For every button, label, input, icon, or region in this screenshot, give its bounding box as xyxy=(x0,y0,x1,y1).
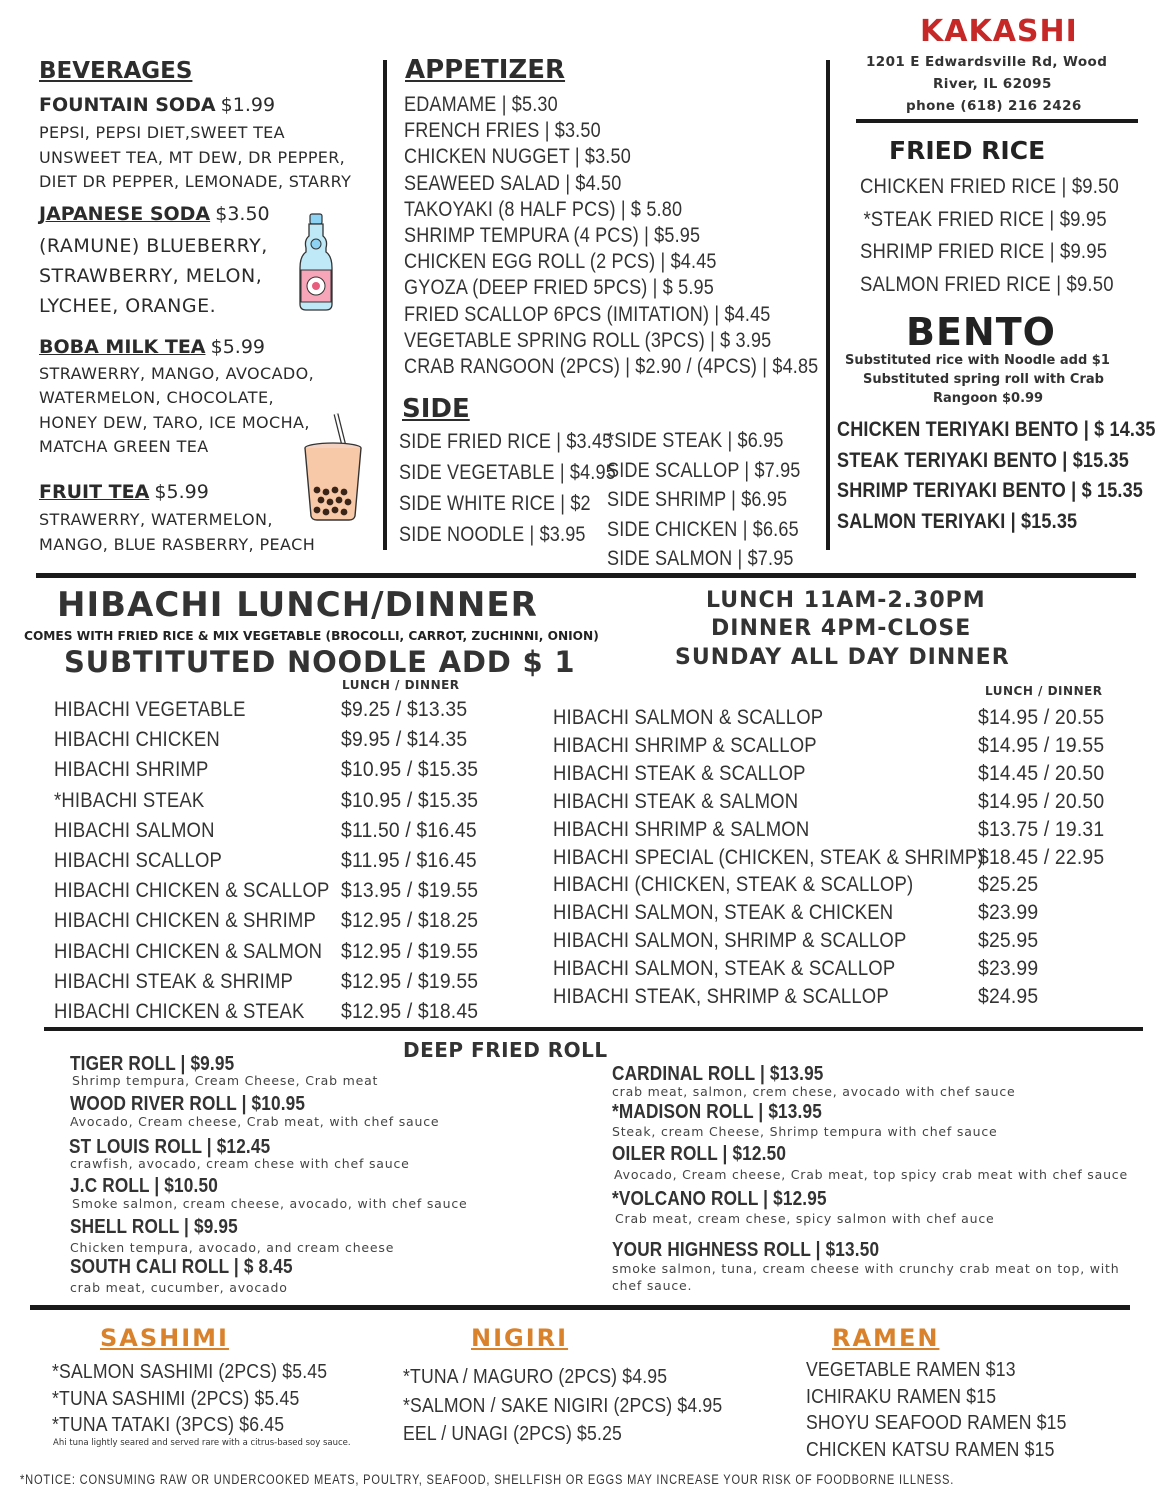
hibachi-comes-with: COMES WITH FRIED RICE & MIX VEGETABLE (BROCOLLI, CARROT, ZUCHINNI, ONION) xyxy=(24,629,599,643)
roll-name: OILER ROLL | $12.50 xyxy=(612,1143,787,1165)
beverages-title: BEVERAGES xyxy=(39,58,193,84)
nigiri-title: NIGIRI xyxy=(471,1324,569,1352)
list-item: HIBACHI SPECIAL (CHICKEN, STEAK & SHRIMP) xyxy=(553,844,984,869)
list-item: CHICKEN TERIYAKI BENTO | $ 14.35 xyxy=(837,417,1156,441)
roll-name: SOUTH CALI ROLL | $ 8.45 xyxy=(70,1256,293,1278)
fruit-tea-title: FRUIT TEA xyxy=(39,481,150,503)
list-item: CHICKEN EGG ROLL (2 PCS) | $4.45 xyxy=(404,250,717,274)
divider-vertical-1 xyxy=(383,60,387,550)
bento-note-2: Substituted spring roll with Crab xyxy=(863,372,1104,387)
list-item: SIDE WHITE RICE | $2 xyxy=(399,492,591,515)
list-item: SIDE FRIED RICE | $3.45 xyxy=(399,430,613,453)
list-item: VEGETABLE RAMEN $13 xyxy=(806,1358,1016,1381)
hibachi-left-names xyxy=(54,694,330,1026)
list-item: STRAWBERRY, MELON, xyxy=(39,265,263,287)
list-item: *SIDE STEAK | $6.95 xyxy=(607,429,784,452)
boba-milk-tea-price: $5.99 xyxy=(210,336,266,358)
list-item: HIBACHI SHRIMP & SCALLOP xyxy=(553,732,817,757)
list-item: HIBACHI SCALLOP xyxy=(54,848,223,873)
price-cell: $9.95 / $14.35 xyxy=(341,727,468,752)
roll-name: ST LOUIS ROLL | $12.45 xyxy=(69,1136,271,1158)
list-item: HIBACHI SALMON xyxy=(54,817,215,842)
hibachi-right-names xyxy=(553,704,984,1011)
price-cell: $12.95 / $18.25 xyxy=(341,908,479,933)
list-item: HIBACHI SALMON & SCALLOP xyxy=(553,705,824,729)
list-item: HIBACHI STEAK & SALMON xyxy=(553,788,799,813)
list-item: SALMON TERIYAKI | $15.35 xyxy=(837,508,1078,533)
roll-name: *MADISON ROLL | $13.95 xyxy=(612,1101,822,1123)
sashimi-list xyxy=(52,1359,327,1439)
appetizer-list xyxy=(404,92,818,380)
list-item: HONEY DEW, TARO, ICE MOCHA, xyxy=(39,412,310,432)
list-item: *TUNA / MAGURO (2PCS) $4.95 xyxy=(403,1365,668,1388)
price-cell: $10.95 / $15.35 xyxy=(341,787,479,812)
list-item: HIBACHI SALMON, STEAK & SCALLOP xyxy=(553,956,896,981)
address-line-2: River, IL 62095 xyxy=(933,76,1052,92)
list-item: CRAB RANGOON (2PCS) | $2.90 / (4PCS) | $4.85 xyxy=(404,355,819,379)
list-item: PEPSI, PEPSI DIET,SWEET TEA xyxy=(39,123,285,142)
list-item: SIDE SALMON | $7.95 xyxy=(607,547,794,570)
price-cell: $11.95 / $16.45 xyxy=(341,848,477,873)
divider-hibachi-top xyxy=(36,573,1136,578)
bento-list xyxy=(837,414,1156,536)
price-cell: $24.95 xyxy=(978,984,1039,1009)
price-cell: $12.95 / $18.45 xyxy=(341,999,479,1024)
list-item: SIDE SCALLOP | $7.95 xyxy=(607,458,801,482)
list-item: HIBACHI CHICKEN xyxy=(54,727,220,752)
appetizer-title: APPETIZER xyxy=(405,55,566,85)
ramen-title: RAMEN xyxy=(832,1324,940,1352)
list-item: *SALMON / SAKE NIGIRI (2PCS) $4.95 xyxy=(403,1393,723,1417)
japanese-soda-list xyxy=(39,231,268,321)
price-cell: $14.95 / 19.55 xyxy=(978,732,1105,757)
side-title: SIDE xyxy=(402,394,470,424)
list-item: HIBACHI VEGETABLE xyxy=(54,697,246,721)
japanese-soda-header xyxy=(39,203,270,225)
list-item: STRAWERRY, WATERMELON, xyxy=(39,510,273,529)
list-item: HIBACHI STEAK & SCALLOP xyxy=(553,760,806,785)
bento-title: BENTO xyxy=(906,310,1056,354)
divider-deep-fried-top xyxy=(44,1027,1143,1031)
list-item: HIBACHI CHICKEN & SHRIMP xyxy=(54,908,317,933)
list-item: CHICKEN KATSU RAMEN $15 xyxy=(806,1437,1055,1461)
hours-lunch: LUNCH 11AM-2.30PM xyxy=(706,588,986,613)
list-item: LYCHEE, ORANGE. xyxy=(39,295,217,317)
phone-number: phone (618) 216 2426 xyxy=(906,98,1082,114)
list-item: UNSWEET TEA, MT DEW, DR PEPPER, xyxy=(39,147,346,167)
roll-description: smoke salmon, tuna, cream cheese with crunchy crab meat on top, with xyxy=(612,1261,1120,1276)
roll-name: YOUR HIGHNESS ROLL | $13.50 xyxy=(612,1239,880,1261)
hibachi-right-col-header: LUNCH / DINNER xyxy=(985,684,1103,698)
fruit-tea-list xyxy=(39,508,315,557)
list-item: HIBACHI SHRIMP xyxy=(54,757,209,782)
fountain-soda-list xyxy=(39,121,351,195)
list-item: *SALMON SASHIMI (2PCS) $5.45 xyxy=(52,1360,328,1383)
side-list-right xyxy=(607,426,801,574)
list-item: MANGO, BLUE RASBERRY, PEACH xyxy=(39,534,316,554)
list-item: STEAK TERIYAKI BENTO | $15.35 xyxy=(837,447,1129,472)
roll-description-continued: chef sauce. xyxy=(612,1278,693,1293)
price-cell: $14.45 / 20.50 xyxy=(978,760,1105,785)
restaurant-name: KAKASHI xyxy=(920,14,1078,49)
price-cell: $23.99 xyxy=(978,900,1039,925)
fountain-soda-title: FOUNTAIN SODA xyxy=(39,94,216,116)
fruit-tea-header xyxy=(39,481,209,503)
list-item: FRENCH FRIES | $3.50 xyxy=(404,119,601,143)
divider-bottom xyxy=(30,1305,1130,1310)
list-item: CHICKEN NUGGET | $3.50 xyxy=(404,145,631,169)
boba-milk-tea-list xyxy=(39,362,314,459)
list-item: GYOZA (DEEP FRIED 5PCS) | $ 5.95 xyxy=(404,276,714,300)
price-cell: $12.95 / $19.55 xyxy=(341,968,479,993)
list-item: HIBACHI STEAK, SHRIMP & SCALLOP xyxy=(553,984,889,1009)
list-item: HIBACHI CHICKEN & STEAK xyxy=(54,999,305,1024)
roll-name: TIGER ROLL | $9.95 xyxy=(70,1053,235,1075)
price-cell: $9.25 / $13.35 xyxy=(341,697,468,721)
roll-name: J.C ROLL | $10.50 xyxy=(70,1175,218,1197)
list-item: SEAWEED SALAD | $4.50 xyxy=(404,171,622,195)
hibachi-noodle-note: SUBTITUTED NOODLE ADD $ 1 xyxy=(64,645,576,679)
hibachi-title: HIBACHI LUNCH/DINNER xyxy=(57,585,538,625)
japanese-soda-price: $3.50 xyxy=(215,203,270,225)
roll-name: WOOD RIVER ROLL | $10.95 xyxy=(70,1093,306,1115)
nigiri-list xyxy=(403,1363,722,1449)
price-cell: $14.95 / 20.55 xyxy=(978,705,1105,729)
list-item: SIDE CHICKEN | $6.65 xyxy=(607,517,799,541)
price-cell: $25.95 xyxy=(978,928,1039,953)
japanese-soda-title: JAPANESE SODA xyxy=(39,203,211,225)
list-item: FRIED SCALLOP 6PCS (IMITATION) | $4.45 xyxy=(404,302,771,326)
boba-milk-tea-header xyxy=(39,336,265,358)
divider-vertical-2 xyxy=(826,60,830,550)
hours-dinner: DINNER 4PM-CLOSE xyxy=(711,616,972,641)
list-item: *HIBACHI STEAK xyxy=(54,787,205,812)
roll-name: SHELL ROLL | $9.95 xyxy=(70,1216,238,1238)
list-item: *TUNA TATAKI (3PCS) $6.45 xyxy=(52,1413,285,1436)
sashimi-title: SASHIMI xyxy=(100,1324,229,1352)
list-item: HIBACHI CHICKEN & SALMON xyxy=(54,938,323,963)
roll-description: crab meat, salmon, crem chese, avocado with chef sauce xyxy=(612,1084,1016,1099)
price-cell: $13.75 / 19.31 xyxy=(978,816,1105,841)
price-cell: $11.50 / $16.45 xyxy=(341,817,477,842)
list-item: SIDE NOODLE | $3.95 xyxy=(399,523,586,546)
list-item: *TUNA SASHIMI (2PCS) $5.45 xyxy=(52,1386,300,1410)
roll-description: crab meat, cucumber, avocado xyxy=(70,1280,288,1295)
boba-milk-tea-title: BOBA MILK TEA xyxy=(39,336,206,358)
price-cell: $18.45 / 22.95 xyxy=(978,844,1105,869)
price-cell: $25.25 xyxy=(978,872,1039,897)
price-cell: $12.95 / $19.55 xyxy=(341,938,479,963)
sashimi-note: Ahi tuna lightly seared and served rare with a citrus-based soy sauce. xyxy=(53,1438,351,1448)
list-item: ICHIRAKU RAMEN $15 xyxy=(806,1384,997,1408)
hibachi-left-col-header: LUNCH / DINNER xyxy=(342,678,460,692)
price-cell: $13.95 / $19.55 xyxy=(341,878,479,903)
list-item: (RAMUNE) BLUEBERRY, xyxy=(39,235,268,257)
ramen-list xyxy=(806,1357,1067,1463)
hibachi-left-prices xyxy=(341,694,478,1026)
price-cell: $23.99 xyxy=(978,956,1039,981)
hibachi-right-prices xyxy=(978,704,1104,1011)
list-item: SHOYU SEAFOOD RAMEN $15 xyxy=(806,1411,1067,1434)
roll-description: Shrimp tempura, Cream Cheese, Crab meat xyxy=(72,1073,379,1088)
ramune-bottle-icon xyxy=(296,212,336,312)
roll-description: crawfish, avocado, cream chese with chef sauce xyxy=(70,1156,410,1171)
list-item: SHRIMP TEMPURA (4 PCS) | $5.95 xyxy=(404,224,701,248)
list-item: SIDE VEGETABLE | $4.95 xyxy=(399,461,616,484)
list-item: EEL / UNAGI (2PCS) $5.25 xyxy=(403,1422,623,1445)
roll-name: *VOLCANO ROLL | $12.95 xyxy=(612,1188,827,1210)
divider-header xyxy=(856,119,1138,123)
list-item: SALMON FRIED RICE | $9.50 xyxy=(860,271,1114,296)
list-item: VEGETABLE SPRING ROLL (3PCS) | $ 3.95 xyxy=(404,328,772,352)
hours-sunday: SUNDAY ALL DAY DINNER xyxy=(675,645,1010,670)
list-item: HIBACHI (CHICKEN, STEAK & SCALLOP) xyxy=(553,872,914,897)
side-list-left xyxy=(399,426,616,550)
deep-fried-title: DEEP FRIED ROLL xyxy=(403,1038,608,1062)
fried-rice-list xyxy=(860,170,1119,300)
list-item: SHRIMP TERIYAKI BENTO | $ 15.35 xyxy=(837,478,1144,502)
roll-description: Avocado, Cream cheese, Crab meat, top spicy crab meat with chef sauce xyxy=(614,1167,1128,1182)
fountain-soda-price: $1.99 xyxy=(220,94,276,116)
price-cell: $10.95 / $15.35 xyxy=(341,757,479,782)
list-item: CHICKEN FRIED RICE | $9.50 xyxy=(860,174,1119,198)
food-safety-notice: *NOTICE: CONSUMING RAW OR UNDERCOOKED MEATS, POULTRY, SEAFOOD, SHELLFISH OR EGGS MAY INCREASE YOUR RISK OF FOODBORNE ILLNESS. xyxy=(20,1472,955,1487)
roll-description: Chicken tempura, avocado, and cream cheese xyxy=(70,1240,395,1255)
fruit-tea-price: $5.99 xyxy=(154,481,209,503)
list-item: HIBACHI SALMON, SHRIMP & SCALLOP xyxy=(553,928,907,953)
list-item: SIDE SHRIMP | $6.95 xyxy=(607,488,788,511)
list-item: *STEAK FRIED RICE | $9.95 xyxy=(863,206,1107,231)
list-item: HIBACHI SHRIMP & SALMON xyxy=(553,816,810,841)
roll-description: Crab meat, cream chese, spicy salmon with chef auce xyxy=(615,1211,995,1226)
list-item: MATCHA GREEN TEA xyxy=(39,436,209,456)
roll-description: Steak, cream Cheese, Shrimp tempura with chef sauce xyxy=(612,1124,998,1139)
fried-rice-title: FRIED RICE xyxy=(889,136,1046,165)
roll-name: CARDINAL ROLL | $13.95 xyxy=(612,1063,824,1085)
list-item: HIBACHI CHICKEN & SCALLOP xyxy=(54,878,330,903)
list-item: SHRIMP FRIED RICE | $9.95 xyxy=(860,239,1108,263)
list-item: HIBACHI SALMON, STEAK & CHICKEN xyxy=(553,900,894,925)
price-cell: $14.95 / 20.50 xyxy=(978,788,1105,813)
address-line-1: 1201 E Edwardsville Rd, Wood xyxy=(866,54,1108,70)
list-item: STRAWERRY, MANGO, AVOCADO, xyxy=(39,364,315,383)
roll-description: Avocado, Cream cheese, Crab meat, with chef sauce xyxy=(70,1114,440,1129)
list-item: HIBACHI STEAK & SHRIMP xyxy=(54,968,294,993)
bento-note-3: Rangoon $0.99 xyxy=(933,391,1044,406)
roll-description: Smoke salmon, cream cheese, avocado, with chef sauce xyxy=(72,1196,468,1211)
fountain-soda-header xyxy=(39,94,275,116)
bento-note-1: Substituted rice with Noodle add $1 xyxy=(845,353,1110,368)
list-item: TAKOYAKI (8 HALF PCS) | $ 5.80 xyxy=(404,197,683,221)
list-item: WATERMELON, CHOCOLATE, xyxy=(39,388,274,408)
list-item: EDAMAME | $5.30 xyxy=(404,93,558,116)
list-item: DIET DR PEPPER, LEMONADE, STARRY xyxy=(39,172,352,191)
